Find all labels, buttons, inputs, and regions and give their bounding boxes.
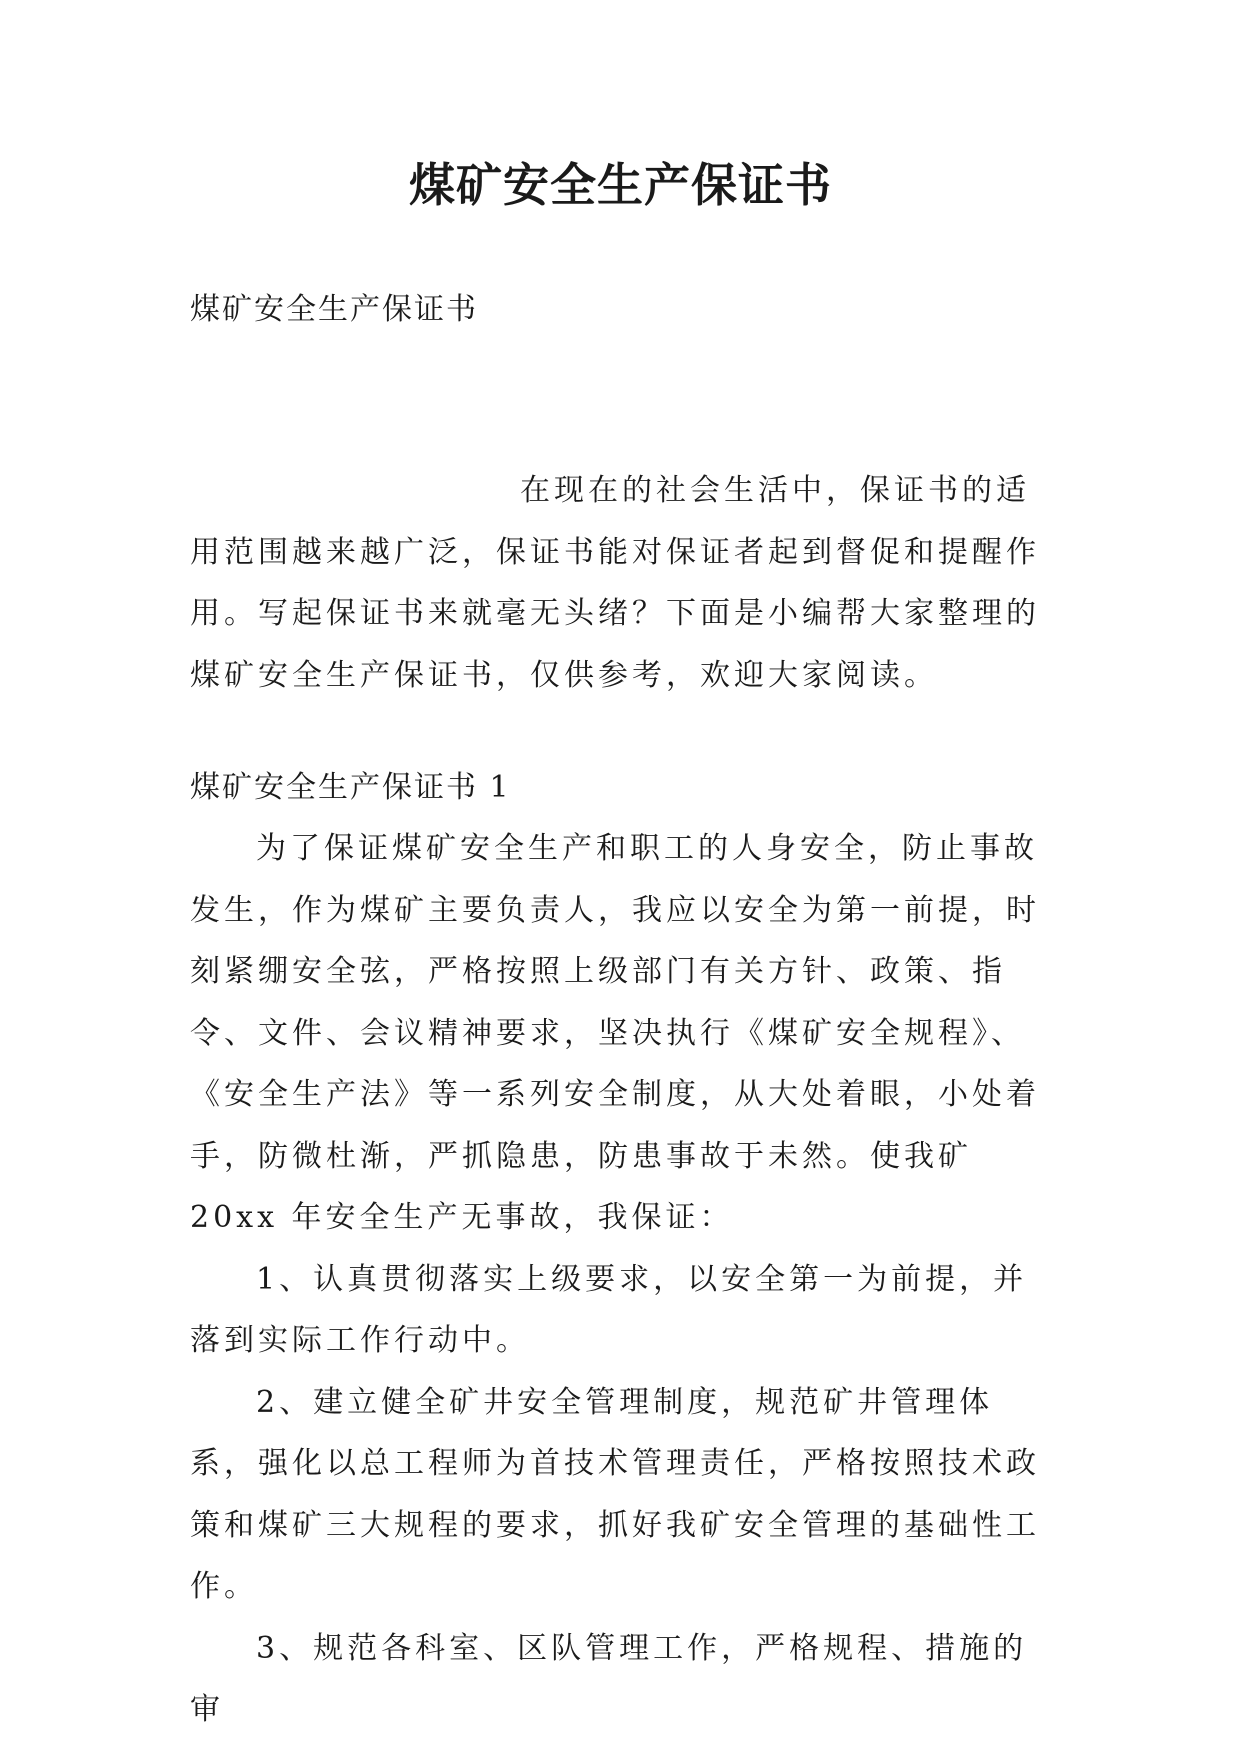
body-paragraph: 3、规范各科室、区队管理工作，严格规程、措施的审 bbox=[190, 1630, 1028, 1727]
page-title: 煤矿安全生产保证书 bbox=[409, 158, 832, 212]
body-paragraph: 为了保证煤矿安全生产和职工的人身安全，防止事故发生，作为煤矿主要负责人，我应以安全为第一前提，时刻紧绷安全弦，严格按照上级部门有关方针、政策、指令、文件、会议精神要求，坚决执行《煤矿安全规程》、《安全生产法》等一系列安全制度，从大处着眼，小处着手，防微杜渐，严抓隐患，防患事故于未然。使我矿 20xx 年安全生产无事故，我保证： bbox=[190, 831, 1040, 1235]
section-content bbox=[190, 818, 1052, 1741]
body-paragraph: 2、建立健全矿井安全管理制度，规范矿井管理体系，强化以总工程师为首技术管理责任，严格按照技术政策和煤矿三大规程的要求，抓好我矿安全管理的基础性工作。 bbox=[190, 1384, 1040, 1604]
body-paragraph: 1、认真贯彻落实上级要求，以安全第一为前提，并落到实际工作行动中。 bbox=[190, 1261, 1028, 1358]
section-title: 煤矿安全生产保证书 1 bbox=[190, 770, 511, 805]
intro-paragraph: 在现在的社会生活中，保证书的适用范围越来越广泛，保证书能对保证者起到督促和提醒作用。写起保证书来就毫无头绪？下面是小编帮大家整理的煤矿安全生产保证书，仅供参考，欢迎大家阅读。 bbox=[190, 473, 1040, 693]
document-subtitle: 煤矿安全生产保证书 bbox=[190, 292, 478, 327]
